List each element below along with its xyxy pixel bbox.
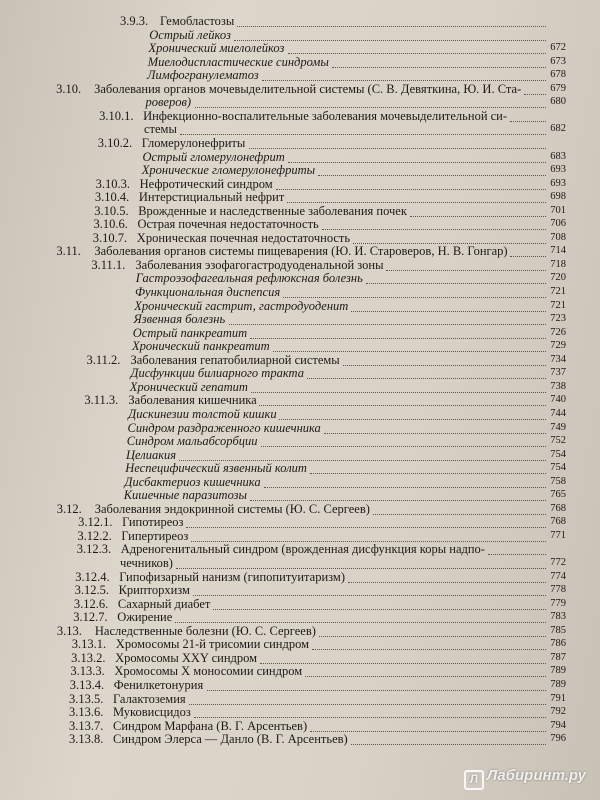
toc-entry-title: Неспецифический язвенный колит (125, 461, 307, 476)
toc-entry-title: Врожденные и наследственные заболевания почек (138, 203, 407, 218)
toc-entry-page: 683 (550, 150, 566, 162)
toc-entry-title: Синдром раздраженного кишечника (127, 420, 321, 435)
labirint-logo-icon: Л (464, 770, 484, 790)
toc-entry-page: 679 (550, 82, 566, 94)
dot-leader (191, 529, 546, 542)
toc-entry-title: Целиакия (126, 447, 177, 462)
dot-leader (179, 448, 546, 461)
toc-entry-title: чечников) (120, 556, 173, 570)
dot-leader (366, 271, 546, 284)
toc-entry-title: Миелодиспластические синдромы (147, 54, 329, 69)
toc-entry-title: Муковисцидоз (113, 705, 191, 720)
dot-leader (229, 312, 546, 325)
toc-entry-number: 3.12.3. (76, 542, 112, 557)
toc-entry-title: Острый лейкоз (149, 27, 231, 42)
toc-entry-title: Гемобластозы (160, 14, 235, 28)
toc-entry-title: Заболевания кишечника (128, 393, 257, 408)
dot-leader (251, 380, 546, 393)
toc-entry-number: 3.11.3. (84, 393, 119, 408)
toc-entry-number: 3.11.2. (86, 352, 121, 367)
toc-entry-number: 3.13.1. (71, 637, 107, 652)
toc-entry-title: Синдром мальабсорбции (126, 434, 258, 449)
toc-entry-title: Гипотиреоз (122, 515, 184, 530)
toc-entry-page: 701 (550, 204, 566, 216)
toc-entry-number: 3.13. (56, 623, 82, 638)
dot-leader (386, 258, 546, 271)
toc-entry-page: 794 (550, 719, 566, 731)
dot-leader (250, 326, 546, 339)
toc-entry-page: 720 (550, 272, 566, 284)
toc-entry-page: 678 (550, 69, 566, 81)
toc-entry-title: Хромосомы X моносомии синдром (114, 664, 303, 679)
dot-leader (176, 556, 546, 569)
dot-leader (310, 719, 546, 732)
dot-leader (351, 299, 546, 312)
toc-entry-title: Дисфункции билиарного тракта (130, 366, 304, 381)
toc-entry-page: 698 (550, 191, 566, 203)
toc-entry-page: 789 (550, 678, 566, 690)
toc-entry-page: 723 (550, 313, 566, 325)
toc-entry-page: 786 (550, 638, 566, 650)
dot-leader (348, 570, 546, 583)
toc-entry-page: 729 (550, 340, 566, 352)
dot-leader (194, 705, 546, 718)
toc-entry-title: Хронический гастрит, гастродуоденит (134, 298, 349, 313)
toc-entry-title: Дискинезии толстой кишки (128, 406, 277, 421)
toc-entry-page: 774 (550, 570, 566, 582)
toc-entry-title: Язвенная болезнь (133, 312, 226, 327)
toc-entry-page: 787 (550, 651, 566, 663)
dot-leader (410, 204, 546, 217)
dot-leader (195, 95, 546, 108)
dot-leader (322, 217, 546, 230)
dot-leader (353, 231, 546, 244)
toc-entry-title: Гастроэзофагеальная рефлюксная болезнь (135, 271, 363, 286)
toc-entry-title: Заболевания гепатобилиарной системы (130, 352, 340, 367)
toc-entry-title: Лимфогранулематоз (147, 68, 259, 83)
toc-entry-number: 3.13.6. (69, 705, 104, 720)
dot-leader (234, 28, 546, 41)
toc-entry-page: 721 (550, 286, 566, 297)
toc-entry-number: 3.10.5. (94, 203, 129, 218)
toc-entry-title: Острый гломерулонефрит (142, 149, 285, 164)
dot-leader (343, 353, 546, 366)
toc-entry-page: 754 (550, 448, 566, 460)
toc-entry-title: Хронические гломерулонефриты (141, 163, 316, 178)
dot-leader (287, 190, 546, 203)
toc-entry-number: 3.10.2. (97, 135, 133, 150)
dot-leader (261, 434, 546, 447)
dot-leader (262, 68, 546, 81)
toc-entry-title: Наследственные болезни (Ю. С. Сергеев) (94, 623, 316, 638)
toc-entry-page: 726 (550, 326, 566, 338)
toc-entry-title: Заболевания эндокринной системы (Ю. С. Сергеев) (94, 501, 370, 516)
toc-entry-title: Хронический гепатит (129, 379, 248, 394)
toc-entry-title: Острая почечная недостаточность (137, 217, 319, 232)
toc-entry-page: 721 (550, 299, 566, 311)
toc-entry-title: Хроническая почечная недостаточность (136, 230, 351, 245)
toc-entry-number: 3.13.3. (70, 664, 105, 679)
toc-entry-title: Заболевания органов системы пищеварения (Ю. И. Староверов, Н. В. Гонгар) (94, 244, 508, 259)
toc-entry-page: 796 (550, 733, 566, 745)
dot-leader (524, 82, 546, 95)
dot-leader (264, 475, 546, 488)
toc-entry-page: 744 (550, 407, 566, 419)
toc-entry-number: 3.13.8. (69, 732, 104, 747)
dot-leader (318, 163, 546, 176)
toc-entry-page: 792 (550, 706, 566, 718)
toc-entry-title: Хронический панкреатит (132, 339, 270, 354)
toc-entry-title: Адреногенитальный синдром (врожденная дисфункция коры надпо- (120, 542, 485, 557)
dot-leader (207, 678, 546, 691)
toc-entry-page: 791 (550, 692, 566, 704)
toc-entry-number: 3.10. (56, 81, 82, 96)
dot-leader (189, 692, 546, 705)
dot-leader (373, 502, 546, 515)
dot-leader (250, 488, 546, 501)
toc-entry-number: 3.10.6. (93, 217, 128, 232)
toc-entry-title: Нефротический синдром (139, 176, 273, 191)
toc-entry-page: 706 (550, 218, 566, 230)
toc-entry-number: 3.13.5. (69, 691, 104, 706)
dot-leader (332, 55, 546, 68)
toc-entry-number: 3.13.4. (69, 677, 105, 692)
dot-leader (260, 651, 546, 664)
toc-entry-number: 3.9.3. (120, 14, 149, 28)
toc-entry-number: 3.11. (56, 244, 81, 259)
toc-entry-number: 3.12.5. (74, 583, 109, 598)
toc-entry-page: 734 (550, 353, 566, 365)
dot-leader (488, 542, 546, 555)
toc-entry-page: 783 (550, 611, 566, 623)
dot-leader (288, 41, 546, 54)
toc-entry-number: 3.11.1. (91, 257, 126, 272)
toc-entry-page: 771 (550, 529, 566, 541)
toc-entry-page: 785 (550, 624, 566, 636)
dot-leader (510, 244, 546, 257)
dot-leader (283, 285, 546, 298)
toc-entry-number: 3.13.7. (69, 718, 104, 733)
toc-entry-page: 768 (550, 502, 566, 514)
toc-entry-page: 768 (550, 516, 566, 528)
toc-entry-title: Хромосомы XXY синдром (115, 650, 258, 665)
toc-entry-title: Сахарный диабет (117, 596, 211, 611)
toc-entry-title: Фенилкетонурия (113, 677, 204, 692)
toc-entry-number: 3.12.2. (77, 528, 112, 543)
dot-leader (213, 597, 546, 610)
toc-entry-page: 737 (550, 367, 566, 379)
dot-leader (180, 122, 546, 135)
toc-entry-title: стемы (144, 122, 177, 137)
toc-entry-page: 673 (550, 55, 566, 67)
watermark: Л Лабиринт.ру (464, 767, 586, 790)
toc-entry-number: 3.12.4. (75, 569, 110, 584)
toc-entry-title: Гипертиреоз (121, 528, 189, 543)
toc-entry-number: 3.13.2. (71, 650, 106, 665)
toc-entry-number: 3.10.7. (92, 230, 128, 245)
toc-entry-title: Кишечные паразитозы (123, 488, 248, 503)
toc-entry-page: 672 (550, 42, 566, 54)
toc-entry-page: 708 (550, 231, 566, 243)
toc-entry-title: Синдром Элерса — Данло (В. Г. Арсентьев) (113, 732, 348, 747)
dot-leader (249, 136, 546, 149)
toc-entry-page: 693 (550, 177, 566, 189)
toc-entry-page: 754 (550, 462, 566, 474)
toc-entry-page: 740 (550, 394, 566, 406)
toc-entry-number: 3.10.1. (99, 108, 134, 123)
toc-entry-page: 778 (550, 584, 566, 596)
dot-leader (193, 583, 546, 596)
toc-entry-title: Заболевания органов мочевыделительной системы (С. В. Девяткина, Ю. И. Ста- (94, 81, 522, 96)
toc-entry-title: роверов) (145, 95, 192, 110)
toc-entry-page: 758 (550, 475, 566, 487)
toc-entry-number: 3.12.1. (78, 515, 113, 530)
toc-entry-page: 714 (550, 245, 566, 257)
dot-leader (237, 14, 546, 27)
toc-entry-page: 779 (550, 597, 566, 609)
dot-leader (288, 150, 546, 163)
toc-entry-title: Галактоземия (113, 691, 186, 706)
toc-entry-title: Интерстициальный нефрит (138, 190, 285, 205)
dot-leader (175, 610, 546, 623)
dot-leader (324, 421, 546, 434)
dot-leader (310, 461, 546, 474)
toc-entry-number: 3.12.7. (73, 610, 108, 625)
toc-entry-number: 3.12. (56, 501, 82, 516)
toc-entry-page: 693 (550, 164, 566, 176)
dot-leader (279, 407, 546, 420)
toc-entry-number: 3.10.3. (95, 176, 130, 191)
toc-entry-page: 749 (550, 421, 566, 433)
toc-entry-page: 682 (550, 123, 566, 135)
toc-entry-title: Заболевания эзофагогастродуоденальной зоны (135, 257, 384, 272)
toc-entry-title: Гломерулонефриты (141, 135, 246, 150)
toc-entry-title: Инфекционно-воспалительные заболевания мочевыделительной си- (143, 108, 508, 123)
toc-entry-page: 738 (550, 380, 566, 392)
dot-leader (312, 637, 546, 650)
toc-entry-page: 789 (550, 665, 566, 677)
dot-leader (273, 339, 546, 352)
toc-entry-title: Хромосомы 21-й трисомии синдром (115, 637, 310, 652)
toc-entry-page: 772 (550, 557, 566, 568)
toc-entry-title: Ожирение (117, 610, 173, 625)
dot-leader (259, 393, 546, 406)
toc-entry-title: Хронический миелолейкоз (148, 41, 285, 56)
toc-entry-title: Синдром Марфана (В. Г. Арсентьев) (113, 718, 308, 733)
toc-entry-title: Острый панкреатит (132, 325, 248, 340)
toc-entry-page: 752 (550, 435, 566, 447)
toc-entry-title: Функциональная диспепсия (135, 285, 281, 299)
toc-entry-page: 718 (550, 258, 566, 270)
toc-entry-number: 3.10.4. (94, 190, 130, 205)
dot-leader (276, 177, 546, 190)
toc-entry-page: 680 (550, 96, 566, 108)
toc-entry-number: 3.12.6. (73, 596, 109, 611)
toc-entry-title: Дисбактериоз кишечника (124, 474, 261, 489)
dot-leader (351, 732, 546, 745)
dot-leader (305, 664, 546, 677)
dot-leader (186, 515, 546, 528)
toc-entry-page: 765 (550, 489, 566, 501)
toc-entry-title: Гипофизарный нанизм (гипопитуитаризм) (119, 569, 345, 584)
dot-leader (307, 366, 546, 379)
dot-leader (510, 109, 546, 122)
toc-entry-title: Крипторхизм (118, 583, 190, 598)
dot-leader (319, 624, 546, 637)
